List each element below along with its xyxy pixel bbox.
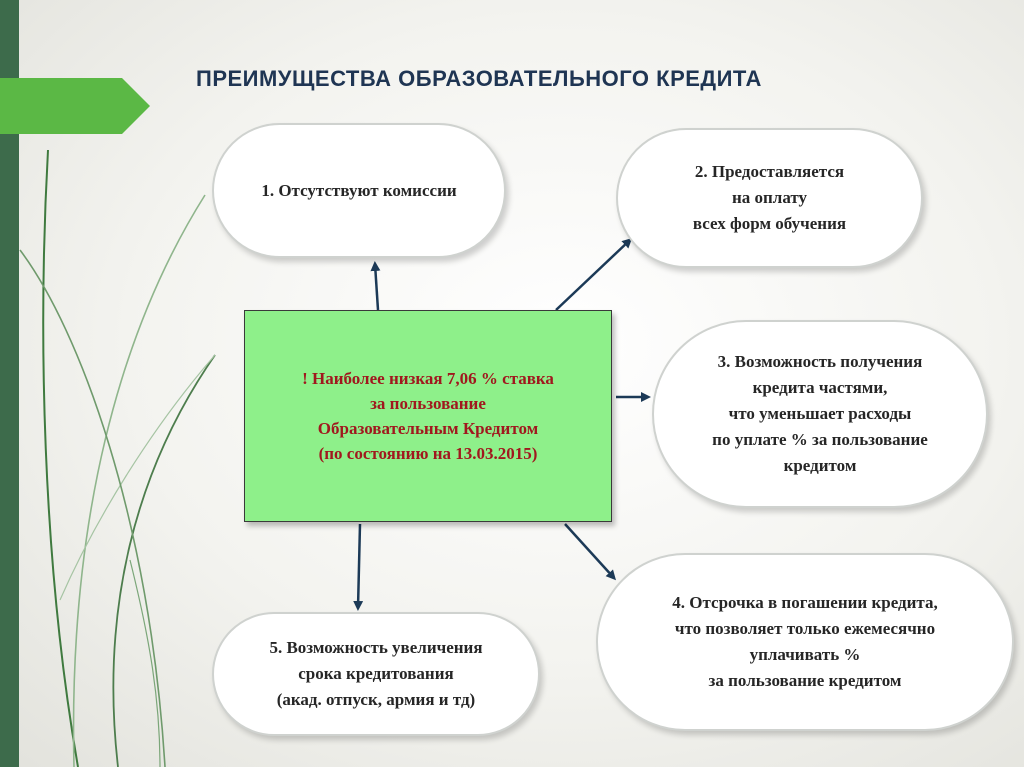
benefit-5-line-1: 5. Возможность увеличения — [269, 638, 483, 657]
benefit-4-line-3: уплачивать % — [749, 645, 861, 664]
grass-curve-2 — [74, 195, 205, 767]
title-arrow-tab — [0, 78, 150, 134]
arrow-to-benefit-2 — [556, 240, 630, 310]
benefit-bubble-5 — [212, 612, 540, 736]
center-line-2: за пользование — [370, 394, 486, 413]
benefit-bubble-3 — [652, 320, 988, 508]
arrow-to-benefit-1 — [375, 264, 378, 310]
arrow-to-benefit-5 — [358, 524, 360, 608]
benefit-bubble-1 — [212, 123, 506, 258]
benefit-bubble-4 — [596, 553, 1014, 731]
benefit-3-line-5: кредитом — [783, 456, 857, 475]
benefit-2-line-1: 2. Предоставляется — [694, 162, 845, 181]
benefit-3-line-3: что уменьшает расходы — [728, 404, 912, 423]
arrow-to-benefit-4 — [565, 524, 614, 578]
benefit-4-line-4: за пользование кредитом — [708, 671, 902, 690]
benefit-5-line-3: (акад. отпуск, армия и тд) — [276, 690, 476, 709]
benefit-2-line-3: всех форм обучения — [692, 214, 847, 233]
grass-curve-5 — [20, 250, 165, 767]
benefit-2-line-2: на оплату — [731, 188, 808, 207]
benefit-3-line-1: 3. Возможность получения — [717, 352, 923, 371]
benefit-4-line-1: 4. Отсрочка в погашении кредита, — [672, 593, 938, 612]
center-line-1: ! Наиболее низкая 7,06 % ставка — [302, 369, 554, 388]
benefit-5-line-2: срока кредитования — [298, 664, 454, 683]
benefit-3-line-2: кредита частями, — [752, 378, 888, 397]
benefit-3-line-4: по уплате % за пользование — [712, 430, 928, 449]
benefit-bubble-2 — [616, 128, 923, 268]
grass-curve-1 — [43, 150, 78, 767]
slide-title: ПРЕИМУЩЕСТВА ОБРАЗОВАТЕЛЬНОГО КРЕДИТА — [196, 66, 762, 91]
center-rate-box — [244, 310, 612, 522]
center-line-3: Образовательным Кредитом — [317, 419, 539, 438]
center-line-4: (по состоянию на 13.03.2015) — [318, 444, 538, 463]
benefit-4-line-2: что позволяет только ежемесячно — [674, 619, 936, 638]
benefit-1-line-1: 1. Отсутствуют комиссии — [261, 180, 457, 200]
grass-curve-3 — [113, 355, 215, 767]
